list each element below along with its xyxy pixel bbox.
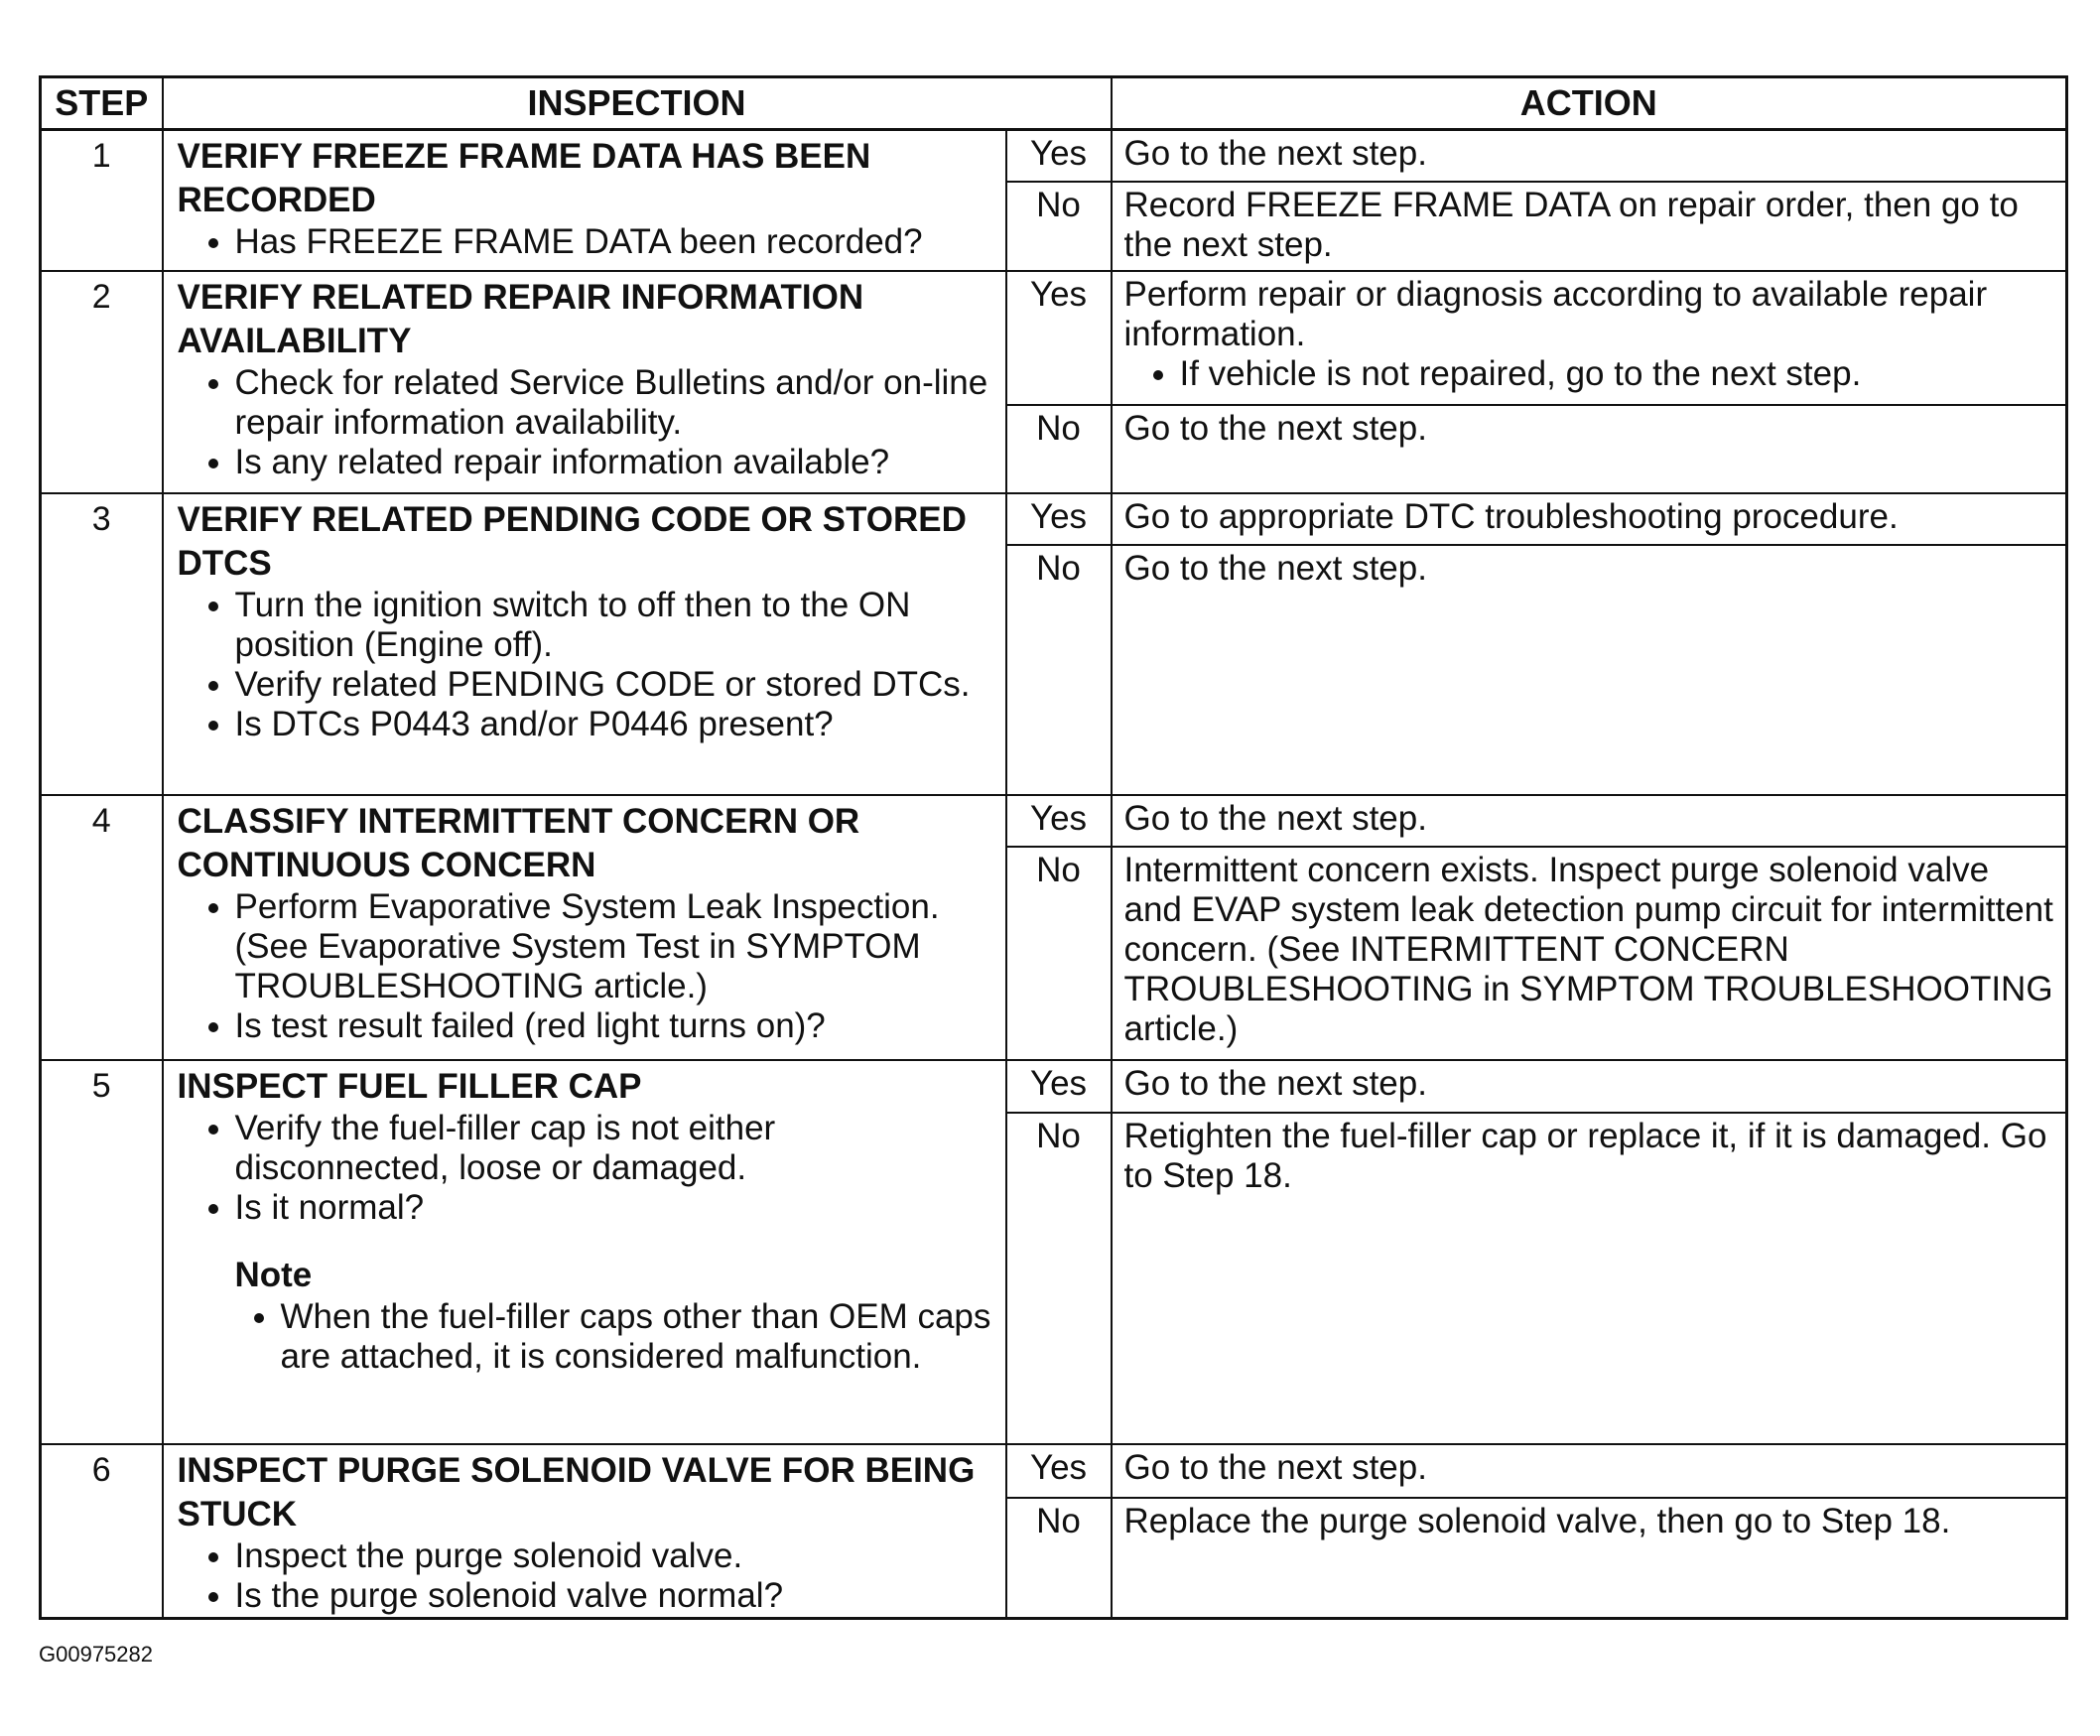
inspection-bullets xyxy=(178,1109,993,1228)
inspection-bullet: • Is test result failed (red light turns on)? xyxy=(235,1006,993,1046)
inspection-cell xyxy=(163,271,1006,492)
inspection-bullet: • Is it normal? xyxy=(235,1188,993,1228)
no-label: No xyxy=(1006,1498,1112,1619)
inspection-bullets xyxy=(178,887,993,1046)
inspection-bullet: • Perform Evaporative System Leak Inspection. (See Evaporative System Test in SYMPTOM TROUBLESHOOTING article.) xyxy=(235,887,993,1006)
inspection-bullets xyxy=(178,222,993,262)
inspection-bullet: • Is any related repair information available? xyxy=(235,443,993,482)
inspection-column-header: INSPECTION xyxy=(163,77,1112,130)
yes-label: Yes xyxy=(1006,795,1112,847)
step-column-header: STEP xyxy=(41,77,163,130)
inspection-title: INSPECT FUEL FILLER CAP xyxy=(177,1067,642,1107)
no-label: No xyxy=(1006,545,1112,795)
step-row-2-yes xyxy=(41,271,2067,405)
action-column-header: ACTION xyxy=(1112,77,2067,130)
inspection-bullets xyxy=(178,1536,993,1616)
yes-label: Yes xyxy=(1006,271,1112,405)
inspection-bullets xyxy=(178,363,993,482)
step-row-4-yes xyxy=(41,795,2067,847)
header-row xyxy=(41,77,2067,130)
yes-action: Go to appropriate DTC troubleshooting procedure. xyxy=(1112,493,2067,545)
step-number: 2 xyxy=(41,271,163,492)
step-row-5-yes xyxy=(41,1060,2067,1112)
yes-action: Go to the next step. xyxy=(1112,795,2067,847)
inspection-bullet: • Verify the fuel-filler cap is not either disconnected, loose or damaged. xyxy=(235,1109,993,1188)
no-action: Go to the next step. xyxy=(1112,405,2067,493)
yes-action-cell xyxy=(1112,271,2067,405)
note-bullets xyxy=(178,1297,993,1377)
inspection-bullet: • Inspect the purge solenoid valve. xyxy=(235,1536,993,1576)
inspection-title: VERIFY RELATED PENDING CODE OR STORED DTCS xyxy=(177,499,967,583)
inspection-title: CLASSIFY INTERMITTENT CONCERN OR CONTINUOUS CONCERN xyxy=(177,801,860,884)
inspection-bullet: • Check for related Service Bulletins and/or on-line repair information availability. xyxy=(235,363,993,443)
note-title: Note xyxy=(234,1256,313,1295)
yes-action: Go to the next step. xyxy=(1112,1444,2067,1498)
yes-action: Perform repair or diagnosis according to available repair information. xyxy=(1123,275,1988,354)
diagnostic-procedure-table xyxy=(39,75,2068,1620)
step-row-6-yes xyxy=(41,1444,2067,1498)
no-action: Record FREEZE FRAME DATA on repair order, then go to the next step. xyxy=(1112,182,2067,272)
inspection-cell xyxy=(163,1060,1006,1443)
no-action: Replace the purge solenoid valve, then go to Step 18. xyxy=(1112,1498,2067,1619)
inspection-title: VERIFY RELATED REPAIR INFORMATION AVAILABILITY xyxy=(177,278,864,361)
yes-action: Go to the next step. xyxy=(1112,130,2067,182)
step-row-3-yes xyxy=(41,493,2067,545)
no-label: No xyxy=(1006,1113,1112,1444)
inspection-bullets xyxy=(178,586,993,744)
yes-label: Yes xyxy=(1006,130,1112,182)
no-label: No xyxy=(1006,182,1112,272)
no-action: Intermittent concern exists. Inspect purge solenoid valve and EVAP system leak detection pump circuit for intermittent concern. (See INTERMITTENT CONCERN TROUBLESHOOTING in SYMPTOM TROUBLESHOOTING article.) xyxy=(1112,847,2067,1060)
inspection-bullet: • Turn the ignition switch to off then to the ON position (Engine off). xyxy=(235,586,993,665)
step-number: 5 xyxy=(41,1060,163,1443)
yes-label: Yes xyxy=(1006,1060,1112,1112)
yes-action-bullets xyxy=(1124,354,2056,394)
inspection-bullet: • Is the purge solenoid valve normal? xyxy=(235,1576,993,1616)
step-number: 1 xyxy=(41,130,163,272)
inspection-title: VERIFY FREEZE FRAME DATA HAS BEEN RECORDED xyxy=(177,137,871,219)
inspection-title: INSPECT PURGE SOLENOID VALVE FOR BEING STUCK xyxy=(177,1450,976,1534)
no-action: Retighten the fuel-filler cap or replace it, if it is damaged. Go to Step 18. xyxy=(1112,1113,2067,1444)
inspection-bullet: • Is DTCs P0443 and/or P0446 present? xyxy=(235,705,993,744)
yes-label: Yes xyxy=(1006,493,1112,545)
inspection-cell xyxy=(163,1444,1006,1619)
step-number: 3 xyxy=(41,493,163,795)
step-row-1-yes xyxy=(41,130,2067,182)
inspection-cell xyxy=(163,130,1006,272)
yes-label: Yes xyxy=(1006,1444,1112,1498)
note-bullet: • When the fuel-filler caps other than OEM caps are attached, it is considered malfunction. xyxy=(281,1297,993,1377)
no-label: No xyxy=(1006,847,1112,1060)
step-number: 4 xyxy=(41,795,163,1061)
figure-id: G00975282 xyxy=(39,1642,153,1667)
no-label: No xyxy=(1006,405,1112,493)
inspection-bullet: • Has FREEZE FRAME DATA been recorded? xyxy=(235,222,993,262)
step-number: 6 xyxy=(41,1444,163,1619)
yes-action: Go to the next step. xyxy=(1112,1060,2067,1112)
inspection-bullet: • Verify related PENDING CODE or stored DTCs. xyxy=(235,665,993,705)
no-action: Go to the next step. xyxy=(1112,545,2067,795)
inspection-cell xyxy=(163,795,1006,1061)
inspection-cell xyxy=(163,493,1006,795)
yes-action-bullet: • If vehicle is not repaired, go to the next step. xyxy=(1180,354,2056,394)
